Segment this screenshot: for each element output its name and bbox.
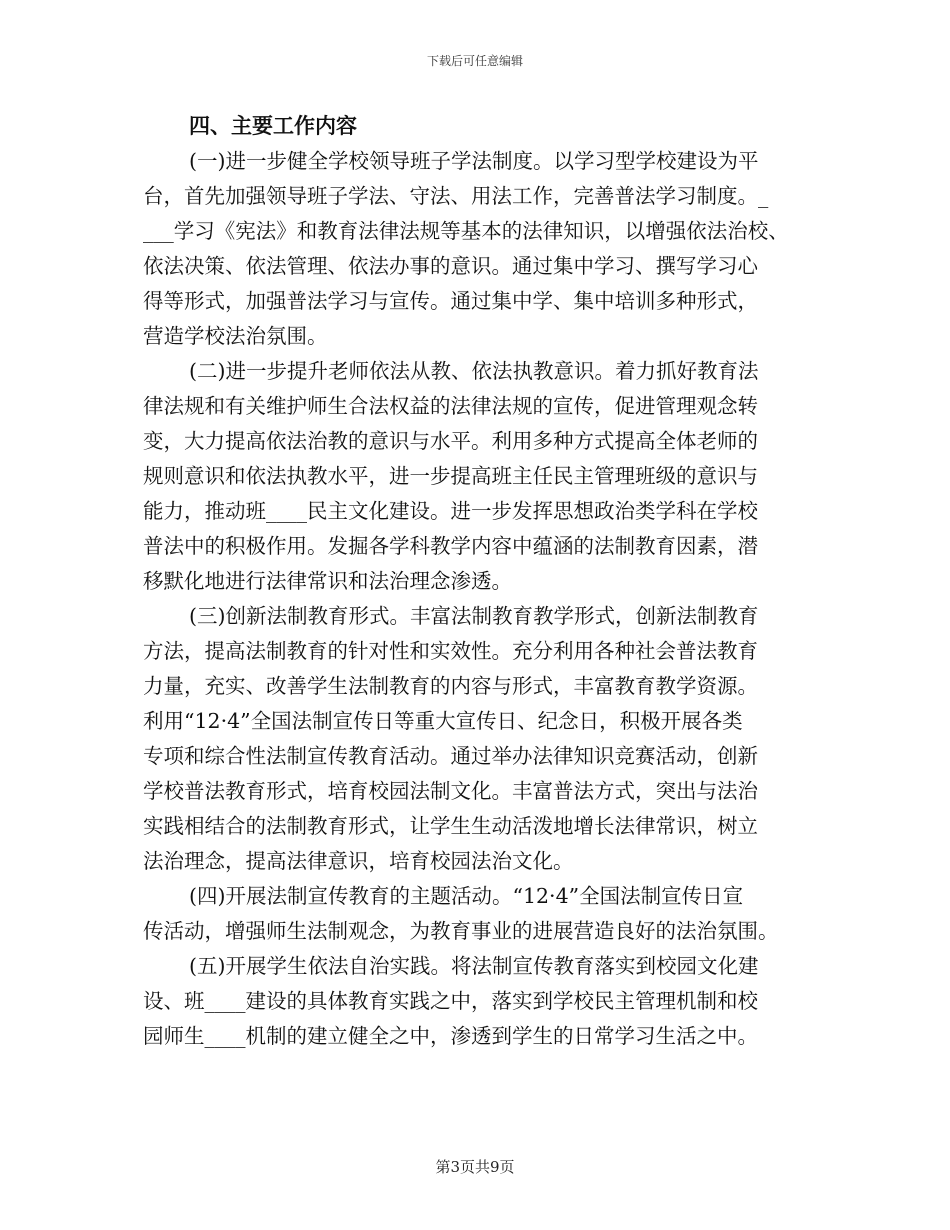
- paragraph-line: 律法规和有关维护师生合法权益的法律法规的宣传，促进管理观念转: [143, 394, 758, 418]
- paragraph-line: 专项和综合性法制宣传教育活动。通过举办法律知识竞赛活动，创新: [143, 744, 758, 768]
- paragraph-line: (二)进一步提升老师依法从教、依法执教意识。着力抓好教育法: [189, 359, 759, 383]
- paragraph-list: [143, 144, 815, 1054]
- paragraph: [143, 144, 815, 354]
- paragraph-line: (一)进一步健全学校领导班子学法制度。以学习型学校建设为平: [189, 149, 759, 173]
- paragraph: [143, 879, 815, 949]
- paragraph-line: 传活动，增强师生法制观念，为教育事业的进展营造良好的法治氛围。: [143, 919, 779, 943]
- paragraph-line: 依法决策、依法管理、依法办事的意识。通过集中学习、撰写学习心: [143, 254, 758, 278]
- paragraph-line: 法治理念，提高法律意识，培育校园法治文化。: [143, 849, 574, 873]
- paragraph: [143, 949, 815, 1054]
- paragraph-line: 园师生____机制的建立健全之中，渗透到学生的日常学习生活之中。: [143, 1024, 758, 1048]
- paragraph-line: 台，首先加强领导班子学法、守法、用法工作，完善普法学习制度。_: [143, 184, 769, 208]
- paragraph-line: 规则意识和依法执教水平，进一步提高班主任民主管理班级的意识与: [143, 464, 758, 488]
- paragraph-line: 设、班____建设的具体教育实践之中，落实到学校民主管理机制和校: [143, 989, 758, 1013]
- paragraph-line: 移默化地进行法律常识和法治理念渗透。: [143, 569, 512, 593]
- page-footer: 第3页共9页: [435, 1158, 515, 1176]
- paragraph-line: 学校普法教育形式，培育校园法制文化。丰富普法方式，突出与法治: [143, 779, 758, 803]
- paragraph-line: (五)开展学生依法自治实践。将法制宣传教育落实到校园文化建: [189, 954, 759, 978]
- section-heading: 四、主要工作内容: [189, 113, 357, 138]
- paragraph-line: 实践相结合的法制教育形式，让学生生动活泼地增长法律常识，树立: [143, 814, 758, 838]
- document-body: [143, 108, 815, 1054]
- paragraph-line: 方法，提高法制教育的针对性和实效性。充分利用各种社会普法教育: [143, 639, 758, 663]
- paragraph-line: ___学习《宪法》和教育法律法规等基本的法律知识，以增强依法治校、: [143, 219, 789, 243]
- paragraph-line: 利用“12·4”全国法制宣传日等重大宣传日、纪念日，积极开展各类: [143, 709, 743, 733]
- page-header: 下载后可任意编辑: [426, 54, 523, 68]
- paragraph-line: (三)创新法制教育形式。丰富法制教育教学形式，创新法制教育: [189, 604, 759, 628]
- paragraph-line: 力量，充实、改善学生法制教育的内容与形式，丰富教育教学资源。: [143, 674, 758, 698]
- paragraph-line: 营造学校法治氛围。: [143, 324, 328, 348]
- paragraph-line: 得等形式，加强普法学习与宣传。通过集中学、集中培训多种形式，: [143, 289, 758, 313]
- paragraph-line: 普法中的积极作用。发掘各学科教学内容中蕴涵的法制教育因素，潜: [143, 534, 758, 558]
- paragraph-line: 能力，推动班____民主文化建设。进一步发挥思想政治类学科在学校: [143, 499, 758, 523]
- paragraph-line: (四)开展法制宣传教育的主题活动。“12·4”全国法制宣传日宣: [189, 884, 744, 908]
- paragraph: [143, 599, 815, 879]
- paragraph: [143, 354, 815, 599]
- paragraph-line: 变，大力提高依法治教的意识与水平。利用多种方式提高全体老师的: [143, 429, 758, 453]
